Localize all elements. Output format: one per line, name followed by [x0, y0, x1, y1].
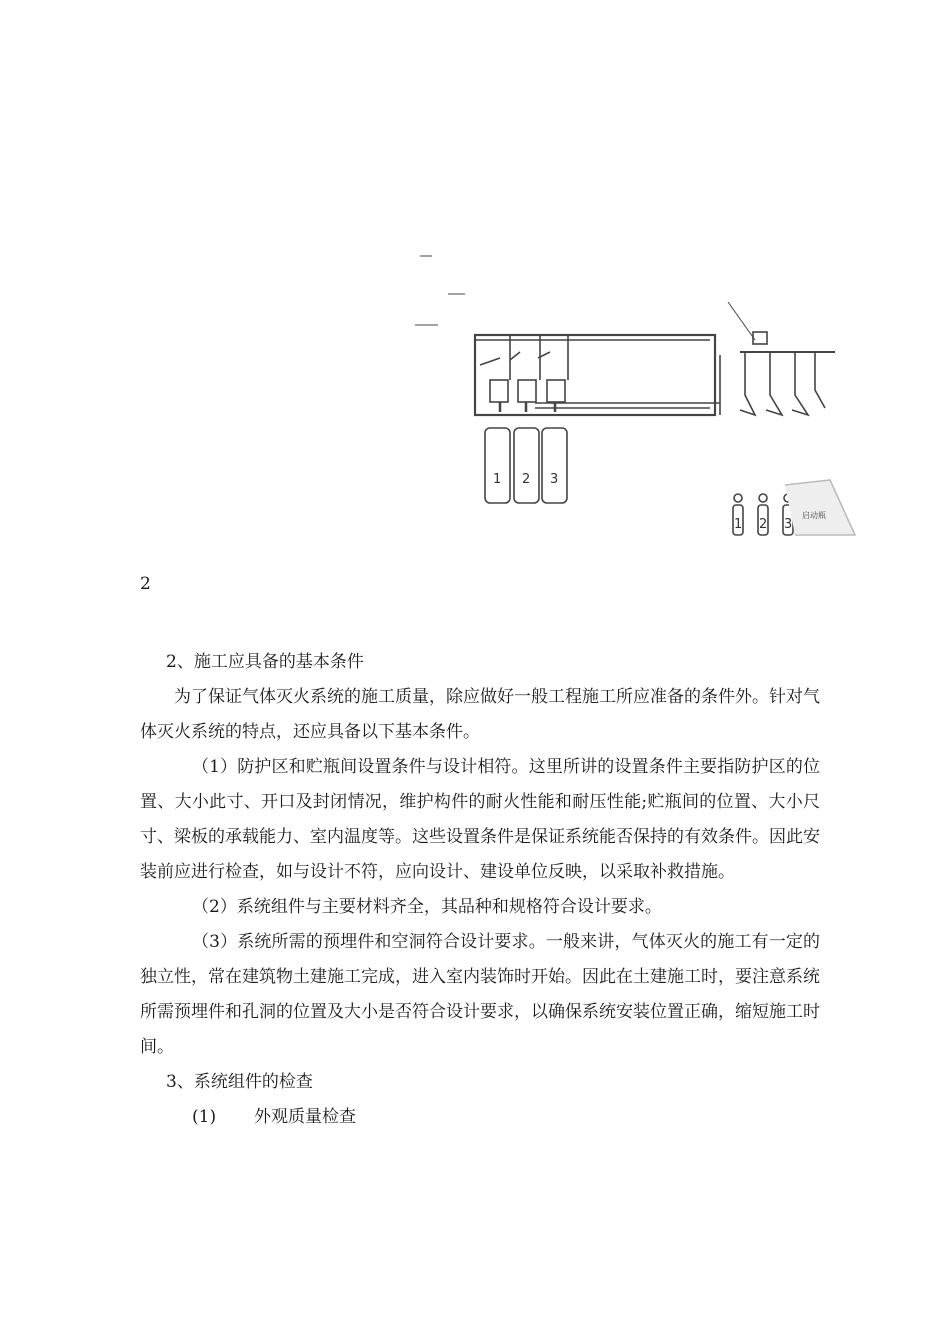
section-3-heading: 3、系统组件的检查 [166, 1072, 313, 1092]
cylinder-label-1: 1 [493, 472, 502, 487]
cylinder-label-3: 3 [550, 472, 559, 487]
section-2-item-3: （3）系统所需的预埋件和空洞符合设计要求。一般来讲，气体灭火的施工有一定的独立性，常在建筑物土建施工完成，进入室内装饰时开始。因此在土建施工时，要注意系统所需预埋件和孔洞的位置及大小是否符合设计要求，以确保系统安装位置正确，缩短施工时间。 [140, 932, 820, 1057]
start-bottle-label: 启动瓶 [802, 511, 826, 520]
page-number: 2 [140, 574, 151, 594]
section-3-sub-1 [140, 1100, 820, 1135]
sub-1-number: (1) [192, 1107, 217, 1127]
small-cylinder-label-1: 1 [734, 517, 743, 532]
document-body [140, 645, 820, 1135]
section-2-heading: 2、施工应具备的基本条件 [166, 652, 364, 672]
cylinder-label-2: 2 [522, 472, 531, 487]
small-cylinder-label-3: 3 [784, 517, 793, 532]
sub-1-text: 外观质量检查 [254, 1107, 356, 1127]
system-diagram [410, 240, 860, 545]
small-cylinder-label-2: 2 [759, 517, 768, 532]
section-2-item-1: （1）防护区和贮瓶间设置条件与设计相符。这里所讲的设置条件主要指防护区的位置、大小此寸、开口及封闭情况，维护构件的耐火性能和耐压性能;贮瓶间的位置、大小尺寸、梁板的承载能力、室内温度等。这些设置条件是保证系统能否保持的有效条件。因此安装前应进行检查，如与设计不符，应向设计、建设单位反映，以采取补救措施。 [140, 757, 820, 882]
section-2-item-2: （2）系统组件与主要材料齐全，其品种和规格符合设计要求。 [192, 897, 662, 917]
section-2-intro: 为了保证气体灭火系统的施工质量，除应做好一般工程施工所应准备的条件外。针对气体灭火系统的特点，还应具备以下基本条件。 [140, 687, 820, 742]
